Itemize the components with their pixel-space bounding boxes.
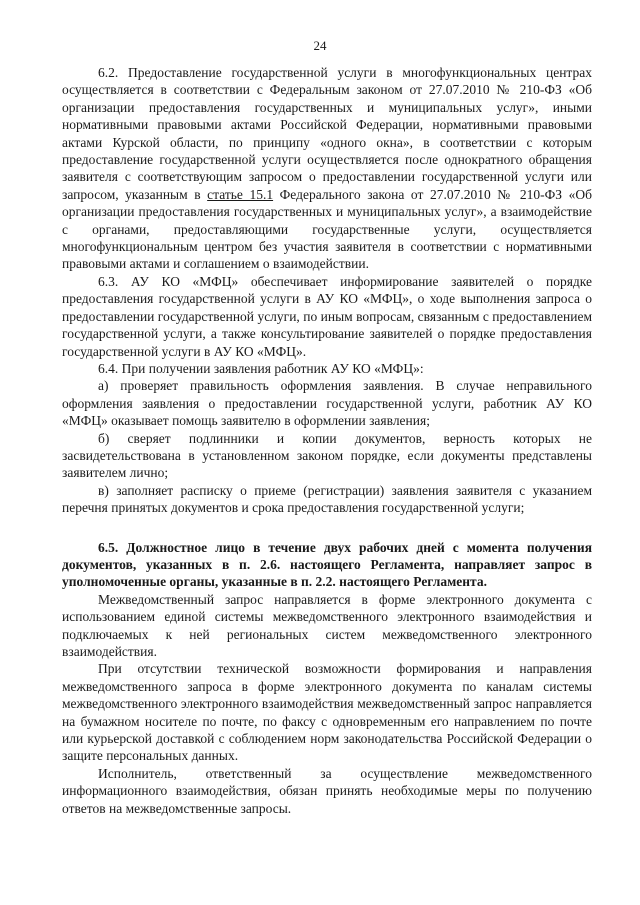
paragraph-6-2-text-b: Федерального закона от 27.07.2010 № 210-ФЗ «Об организации предоставления государственных и муниципальных услуг», а взаимодействие с органами, предоставляющими государственные услуги, осуществляется многофункциональным центром без участия заявителя в соответствии с нормативными правовыми актами и соглашением о взаимодействии.	[62, 186, 592, 272]
article-15-1-link[interactable]: статье 15.1	[207, 186, 274, 202]
paragraph-6-2	[62, 64, 592, 273]
paragraph-6-4-b: б) сверяет подлинники и копии документов, верность которых не засвидетельствована в установленном законом порядке, если документы представлены заявителем лично;	[62, 430, 592, 481]
paragraph-6-5-executor: Исполнитель, ответственный за осуществление межведомственного информационного взаимодействия, обязан принять необходимые меры по получению ответов на межведомственные запросы.	[62, 765, 592, 816]
page-number: 24	[313, 38, 327, 53]
document-body	[62, 64, 592, 817]
section-spacer	[62, 517, 592, 539]
paragraph-6-3: 6.3. АУ КО «МФЦ» обеспечивает информирование заявителей о порядке предоставления государственной услуги в АУ КО «МФЦ», о ходе выполнения запроса о предоставлении государственной услуги, по иным вопросам, связанным с предоставлением государственной услуги, а также консультирование заявителей о порядке предоставления государственной услуги в АУ КО «МФЦ».	[62, 273, 592, 359]
paragraph-6-4-a: а) проверяет правильность оформления заявления. В случае неправильного оформления заявления о предоставлении государственной услуги, работник АУ КО «МФЦ» оказывает помощь заявителю в оформлении заявления;	[62, 378, 592, 429]
paragraph-6-4-c: в) заполняет расписку о приеме (регистрации) заявления заявителя с указанием перечня принятых документов и срока предоставления государственной услуги;	[62, 482, 592, 516]
paragraph-6-4: 6.4. При получении заявления работник АУ КО «МФЦ»:	[98, 360, 424, 376]
paragraph-6-5: 6.5. Должностное лицо в течение двух рабочих дней с момента получения документов, указанных в п. 2.6. настоящего Регламента, направляет запрос в уполномоченные органы, указанные в п. 2.2. настоящего Регламента.	[62, 539, 592, 590]
paragraph-6-5-electronic-request: Межведомственный запрос направляется в форме электронного документа с использованием единой системы межведомственного электронного взаимодействия и подключаемых к ней региональных систем межведомственного электронного взаимодействия.	[62, 591, 592, 659]
paragraph-6-2-text-a: 6.2. Предоставление государственной услуги в многофункциональных центрах осуществляется в соответствии с Федеральным законом от 27.07.2010 № 210-ФЗ «Об организации предоставления государственных и муниципальных услуг», иными нормативными правовыми актами Российской Федерации, нормативными правовыми актами Курской области, по принципу «одного окна», в соответствии с которым предоставление государственной услуги осуществляется после однократного обращения заявителя с соответствующим запросом о предоставлении государственной услуги или запросом, указанным в	[62, 65, 592, 202]
paragraph-6-5-paper-request: При отсутствии технической возможности формирования и направления межведомственного запроса в форме электронного документа по каналам системы межведомственного электронного взаимодействия межведомственный запрос направляется на бумажном носителе по почте, по факсу с одновременным его направлением по почте или курьерской доставкой с соблюдением норм законодательства Российской Федерации о защите персональных данных.	[62, 661, 592, 764]
